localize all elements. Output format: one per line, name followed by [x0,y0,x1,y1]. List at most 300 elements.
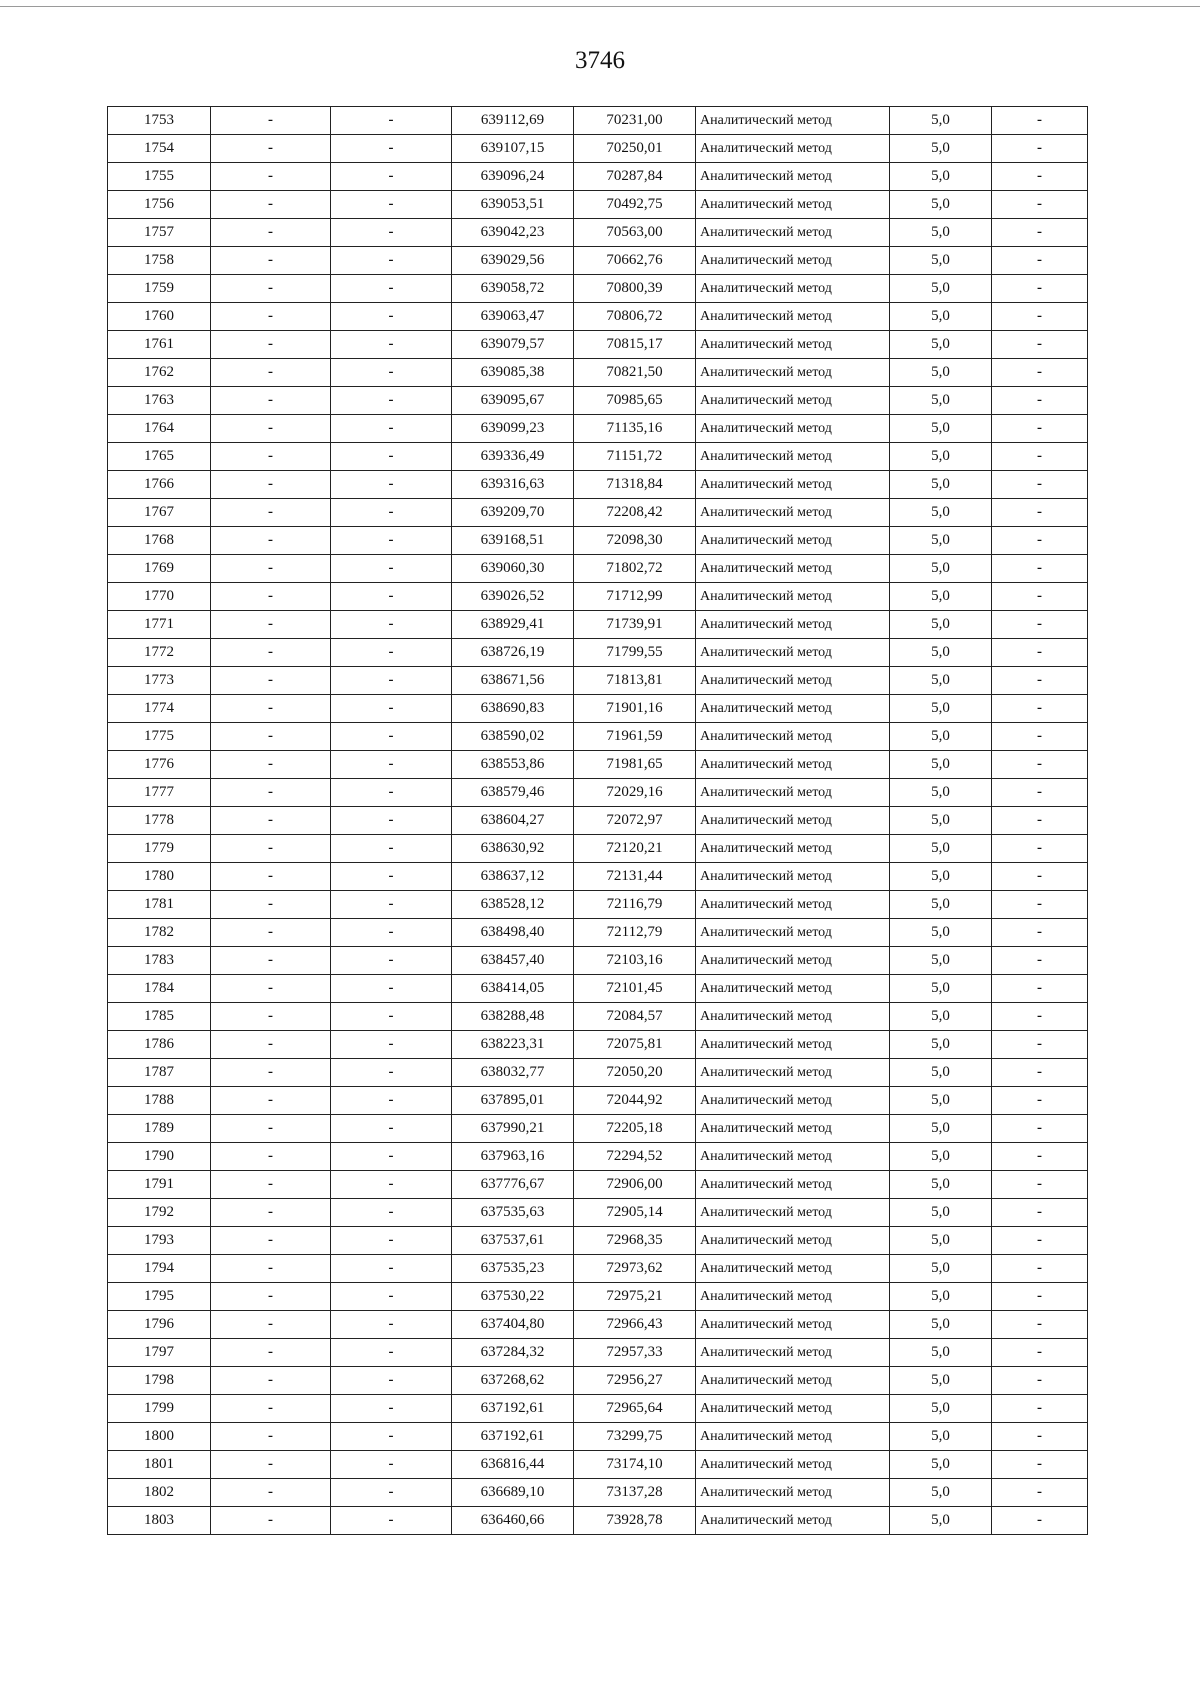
cell-dash-col-8: - [992,1367,1088,1395]
cell-method: Аналитический метод [696,219,890,247]
cell-x-coordinate: 638414,05 [452,975,574,1003]
cell-x-coordinate: 639095,67 [452,387,574,415]
cell-x-coordinate: 639026,52 [452,583,574,611]
table-row [108,975,1088,1003]
cell-accuracy: 5,0 [890,415,992,443]
cell-point-number: 1759 [108,275,211,303]
cell-dash-col-3: - [331,1367,452,1395]
cell-dash-col-2: - [211,1507,331,1535]
cell-accuracy: 5,0 [890,443,992,471]
cell-method: Аналитический метод [696,807,890,835]
cell-point-number: 1791 [108,1171,211,1199]
cell-method: Аналитический метод [696,919,890,947]
cell-point-number: 1797 [108,1339,211,1367]
cell-accuracy: 5,0 [890,471,992,499]
cell-x-coordinate: 637537,61 [452,1227,574,1255]
cell-point-number: 1762 [108,359,211,387]
table-row [108,1227,1088,1255]
cell-x-coordinate: 637895,01 [452,1087,574,1115]
cell-accuracy: 5,0 [890,1395,992,1423]
table-row [108,863,1088,891]
cell-accuracy: 5,0 [890,275,992,303]
cell-dash-col-8: - [992,779,1088,807]
cell-y-coordinate: 71739,91 [574,611,696,639]
cell-method: Аналитический метод [696,191,890,219]
cell-dash-col-2: - [211,415,331,443]
cell-accuracy: 5,0 [890,1199,992,1227]
cell-y-coordinate: 72975,21 [574,1283,696,1311]
cell-method: Аналитический метод [696,163,890,191]
cell-point-number: 1753 [108,107,211,135]
cell-accuracy: 5,0 [890,1059,992,1087]
cell-dash-col-2: - [211,219,331,247]
cell-dash-col-2: - [211,1227,331,1255]
cell-dash-col-2: - [211,1451,331,1479]
cell-dash-col-3: - [331,387,452,415]
cell-accuracy: 5,0 [890,107,992,135]
cell-y-coordinate: 72050,20 [574,1059,696,1087]
cell-dash-col-8: - [992,107,1088,135]
cell-dash-col-2: - [211,1311,331,1339]
cell-point-number: 1783 [108,947,211,975]
table-row [108,1059,1088,1087]
cell-accuracy: 5,0 [890,499,992,527]
cell-dash-col-2: - [211,835,331,863]
table-row [108,695,1088,723]
cell-point-number: 1771 [108,611,211,639]
cell-dash-col-3: - [331,639,452,667]
cell-dash-col-3: - [331,527,452,555]
table-row [108,1031,1088,1059]
cell-accuracy: 5,0 [890,583,992,611]
table-row [108,191,1088,219]
cell-dash-col-8: - [992,1143,1088,1171]
cell-point-number: 1764 [108,415,211,443]
cell-dash-col-8: - [992,1255,1088,1283]
cell-method: Аналитический метод [696,1451,890,1479]
table-row [108,1171,1088,1199]
cell-dash-col-8: - [992,331,1088,359]
cell-y-coordinate: 72294,52 [574,1143,696,1171]
cell-method: Аналитический метод [696,1507,890,1535]
cell-dash-col-2: - [211,499,331,527]
cell-y-coordinate: 72956,27 [574,1367,696,1395]
cell-dash-col-3: - [331,247,452,275]
cell-dash-col-3: - [331,807,452,835]
cell-point-number: 1772 [108,639,211,667]
cell-point-number: 1777 [108,779,211,807]
cell-accuracy: 5,0 [890,1115,992,1143]
cell-x-coordinate: 637192,61 [452,1423,574,1451]
cell-dash-col-2: - [211,247,331,275]
cell-point-number: 1754 [108,135,211,163]
cell-dash-col-8: - [992,135,1088,163]
cell-point-number: 1766 [108,471,211,499]
table-row [108,499,1088,527]
cell-accuracy: 5,0 [890,1479,992,1507]
cell-dash-col-2: - [211,1171,331,1199]
cell-x-coordinate: 639209,70 [452,499,574,527]
cell-dash-col-2: - [211,807,331,835]
cell-dash-col-3: - [331,695,452,723]
cell-accuracy: 5,0 [890,555,992,583]
cell-x-coordinate: 636816,44 [452,1451,574,1479]
cell-y-coordinate: 72965,64 [574,1395,696,1423]
cell-dash-col-3: - [331,1227,452,1255]
cell-method: Аналитический метод [696,639,890,667]
table-row [108,807,1088,835]
cell-dash-col-8: - [992,723,1088,751]
cell-accuracy: 5,0 [890,835,992,863]
cell-method: Аналитический метод [696,1003,890,1031]
cell-method: Аналитический метод [696,835,890,863]
cell-y-coordinate: 70662,76 [574,247,696,275]
table-row [108,527,1088,555]
cell-method: Аналитический метод [696,499,890,527]
cell-dash-col-3: - [331,443,452,471]
cell-dash-col-8: - [992,387,1088,415]
cell-dash-col-3: - [331,1199,452,1227]
cell-y-coordinate: 70250,01 [574,135,696,163]
cell-y-coordinate: 72905,14 [574,1199,696,1227]
cell-dash-col-3: - [331,1087,452,1115]
cell-dash-col-8: - [992,1115,1088,1143]
cell-dash-col-2: - [211,1283,331,1311]
cell-y-coordinate: 72103,16 [574,947,696,975]
cell-point-number: 1801 [108,1451,211,1479]
cell-dash-col-3: - [331,891,452,919]
table-row [108,667,1088,695]
cell-dash-col-2: - [211,695,331,723]
cell-x-coordinate: 639168,51 [452,527,574,555]
cell-point-number: 1756 [108,191,211,219]
cell-x-coordinate: 639063,47 [452,303,574,331]
coordinates-table [107,106,1088,1535]
cell-method: Аналитический метод [696,331,890,359]
cell-dash-col-2: - [211,1395,331,1423]
cell-x-coordinate: 639079,57 [452,331,574,359]
cell-point-number: 1765 [108,443,211,471]
cell-dash-col-3: - [331,555,452,583]
cell-accuracy: 5,0 [890,331,992,359]
cell-y-coordinate: 70821,50 [574,359,696,387]
cell-point-number: 1755 [108,163,211,191]
cell-dash-col-8: - [992,1031,1088,1059]
table-row [108,303,1088,331]
cell-dash-col-3: - [331,1339,452,1367]
cell-accuracy: 5,0 [890,1003,992,1031]
table-row [108,1003,1088,1031]
cell-dash-col-2: - [211,1003,331,1031]
cell-y-coordinate: 72101,45 [574,975,696,1003]
cell-point-number: 1799 [108,1395,211,1423]
cell-dash-col-3: - [331,163,452,191]
table-row [108,331,1088,359]
table-row [108,947,1088,975]
cell-dash-col-3: - [331,723,452,751]
cell-dash-col-8: - [992,527,1088,555]
cell-dash-col-3: - [331,947,452,975]
cell-point-number: 1758 [108,247,211,275]
table-row [108,583,1088,611]
table-row [108,275,1088,303]
cell-point-number: 1767 [108,499,211,527]
cell-method: Аналитический метод [696,471,890,499]
table-row [108,639,1088,667]
cell-y-coordinate: 72957,33 [574,1339,696,1367]
cell-accuracy: 5,0 [890,247,992,275]
cell-x-coordinate: 638032,77 [452,1059,574,1087]
cell-dash-col-8: - [992,975,1088,1003]
cell-point-number: 1800 [108,1423,211,1451]
cell-y-coordinate: 72968,35 [574,1227,696,1255]
cell-point-number: 1770 [108,583,211,611]
cell-point-number: 1775 [108,723,211,751]
cell-dash-col-3: - [331,1255,452,1283]
cell-y-coordinate: 72075,81 [574,1031,696,1059]
cell-accuracy: 5,0 [890,219,992,247]
cell-point-number: 1781 [108,891,211,919]
cell-dash-col-8: - [992,275,1088,303]
cell-method: Аналитический метод [696,583,890,611]
cell-point-number: 1792 [108,1199,211,1227]
cell-x-coordinate: 639085,38 [452,359,574,387]
cell-point-number: 1761 [108,331,211,359]
cell-y-coordinate: 72131,44 [574,863,696,891]
cell-point-number: 1790 [108,1143,211,1171]
cell-dash-col-8: - [992,751,1088,779]
cell-dash-col-8: - [992,947,1088,975]
cell-x-coordinate: 638630,92 [452,835,574,863]
cell-dash-col-2: - [211,1143,331,1171]
cell-dash-col-2: - [211,863,331,891]
cell-method: Аналитический метод [696,135,890,163]
cell-dash-col-3: - [331,107,452,135]
cell-dash-col-2: - [211,1031,331,1059]
cell-dash-col-8: - [992,247,1088,275]
cell-dash-col-8: - [992,919,1088,947]
cell-method: Аналитический метод [696,1059,890,1087]
cell-y-coordinate: 70287,84 [574,163,696,191]
cell-dash-col-3: - [331,1283,452,1311]
cell-method: Аналитический метод [696,1115,890,1143]
cell-dash-col-2: - [211,919,331,947]
cell-dash-col-3: - [331,1311,452,1339]
cell-dash-col-2: - [211,191,331,219]
cell-dash-col-2: - [211,611,331,639]
cell-point-number: 1779 [108,835,211,863]
cell-dash-col-8: - [992,1395,1088,1423]
cell-x-coordinate: 638498,40 [452,919,574,947]
cell-accuracy: 5,0 [890,919,992,947]
cell-method: Аналитический метод [696,1423,890,1451]
table-row [108,1283,1088,1311]
cell-accuracy: 5,0 [890,1031,992,1059]
cell-method: Аналитический метод [696,1479,890,1507]
cell-dash-col-2: - [211,1339,331,1367]
cell-method: Аналитический метод [696,107,890,135]
cell-dash-col-3: - [331,779,452,807]
cell-point-number: 1780 [108,863,211,891]
cell-dash-col-3: - [331,1395,452,1423]
cell-y-coordinate: 72208,42 [574,499,696,527]
cell-x-coordinate: 638590,02 [452,723,574,751]
table-row [108,387,1088,415]
cell-accuracy: 5,0 [890,527,992,555]
cell-dash-col-8: - [992,807,1088,835]
cell-dash-col-8: - [992,667,1088,695]
cell-accuracy: 5,0 [890,639,992,667]
cell-dash-col-8: - [992,303,1088,331]
table-row [108,723,1088,751]
cell-x-coordinate: 636460,66 [452,1507,574,1535]
cell-x-coordinate: 637963,16 [452,1143,574,1171]
table-row [108,471,1088,499]
cell-accuracy: 5,0 [890,1367,992,1395]
cell-dash-col-3: - [331,1143,452,1171]
cell-accuracy: 5,0 [890,191,992,219]
table-row [108,163,1088,191]
table-row [108,1339,1088,1367]
cell-method: Аналитический метод [696,359,890,387]
cell-accuracy: 5,0 [890,1087,992,1115]
cell-dash-col-3: - [331,275,452,303]
cell-method: Аналитический метод [696,779,890,807]
cell-dash-col-2: - [211,975,331,1003]
cell-method: Аналитический метод [696,303,890,331]
cell-accuracy: 5,0 [890,975,992,1003]
table-row [108,1479,1088,1507]
cell-accuracy: 5,0 [890,1283,992,1311]
cell-x-coordinate: 639336,49 [452,443,574,471]
cell-dash-col-8: - [992,471,1088,499]
cell-dash-col-8: - [992,1171,1088,1199]
cell-x-coordinate: 639107,15 [452,135,574,163]
cell-x-coordinate: 638929,41 [452,611,574,639]
cell-dash-col-8: - [992,891,1088,919]
cell-dash-col-2: - [211,163,331,191]
cell-dash-col-3: - [331,415,452,443]
cell-y-coordinate: 70806,72 [574,303,696,331]
table-row [108,1311,1088,1339]
cell-x-coordinate: 638223,31 [452,1031,574,1059]
cell-dash-col-3: - [331,1059,452,1087]
cell-point-number: 1773 [108,667,211,695]
cell-dash-col-8: - [992,1003,1088,1031]
cell-dash-col-2: - [211,387,331,415]
cell-point-number: 1786 [108,1031,211,1059]
table-row [108,359,1088,387]
cell-dash-col-3: - [331,1479,452,1507]
table-row [108,555,1088,583]
cell-point-number: 1802 [108,1479,211,1507]
cell-y-coordinate: 70492,75 [574,191,696,219]
table-row [108,919,1088,947]
cell-y-coordinate: 71318,84 [574,471,696,499]
cell-y-coordinate: 70815,17 [574,331,696,359]
cell-x-coordinate: 638726,19 [452,639,574,667]
cell-x-coordinate: 637535,23 [452,1255,574,1283]
cell-dash-col-8: - [992,1087,1088,1115]
cell-method: Аналитический метод [696,695,890,723]
cell-x-coordinate: 639096,24 [452,163,574,191]
cell-dash-col-3: - [331,1451,452,1479]
table-row [108,1507,1088,1535]
cell-y-coordinate: 70563,00 [574,219,696,247]
cell-method: Аналитический метод [696,443,890,471]
cell-method: Аналитический метод [696,891,890,919]
cell-accuracy: 5,0 [890,1339,992,1367]
cell-dash-col-8: - [992,1423,1088,1451]
cell-dash-col-2: - [211,107,331,135]
cell-x-coordinate: 637535,63 [452,1199,574,1227]
cell-dash-col-2: - [211,1423,331,1451]
cell-dash-col-8: - [992,863,1088,891]
cell-method: Аналитический метод [696,1199,890,1227]
cell-dash-col-3: - [331,1507,452,1535]
table-row [108,1451,1088,1479]
cell-y-coordinate: 72205,18 [574,1115,696,1143]
cell-method: Аналитический метод [696,947,890,975]
table-row [108,107,1088,135]
cell-dash-col-2: - [211,583,331,611]
cell-dash-col-3: - [331,303,452,331]
cell-y-coordinate: 70231,00 [574,107,696,135]
cell-y-coordinate: 71802,72 [574,555,696,583]
cell-dash-col-3: - [331,611,452,639]
cell-y-coordinate: 70985,65 [574,387,696,415]
cell-x-coordinate: 639029,56 [452,247,574,275]
cell-y-coordinate: 72966,43 [574,1311,696,1339]
cell-accuracy: 5,0 [890,667,992,695]
cell-dash-col-3: - [331,1003,452,1031]
cell-dash-col-2: - [211,639,331,667]
cell-dash-col-3: - [331,835,452,863]
cell-x-coordinate: 637530,22 [452,1283,574,1311]
cell-dash-col-8: - [992,695,1088,723]
cell-y-coordinate: 71901,16 [574,695,696,723]
cell-accuracy: 5,0 [890,751,992,779]
cell-accuracy: 5,0 [890,891,992,919]
cell-dash-col-2: - [211,1199,331,1227]
cell-point-number: 1795 [108,1283,211,1311]
cell-dash-col-8: - [992,1227,1088,1255]
table-row [108,1367,1088,1395]
cell-point-number: 1776 [108,751,211,779]
cell-y-coordinate: 73137,28 [574,1479,696,1507]
cell-y-coordinate: 72116,79 [574,891,696,919]
cell-method: Аналитический метод [696,527,890,555]
cell-method: Аналитический метод [696,387,890,415]
cell-x-coordinate: 638579,46 [452,779,574,807]
cell-dash-col-3: - [331,1031,452,1059]
cell-point-number: 1794 [108,1255,211,1283]
cell-y-coordinate: 71799,55 [574,639,696,667]
cell-x-coordinate: 637284,32 [452,1339,574,1367]
table-row [108,247,1088,275]
cell-dash-col-8: - [992,1311,1088,1339]
cell-point-number: 1788 [108,1087,211,1115]
table-row [108,443,1088,471]
cell-method: Аналитический метод [696,1171,890,1199]
cell-dash-col-8: - [992,1507,1088,1535]
cell-x-coordinate: 639316,63 [452,471,574,499]
cell-point-number: 1793 [108,1227,211,1255]
cell-dash-col-2: - [211,667,331,695]
table-row [108,415,1088,443]
cell-dash-col-8: - [992,611,1088,639]
cell-dash-col-8: - [992,1199,1088,1227]
